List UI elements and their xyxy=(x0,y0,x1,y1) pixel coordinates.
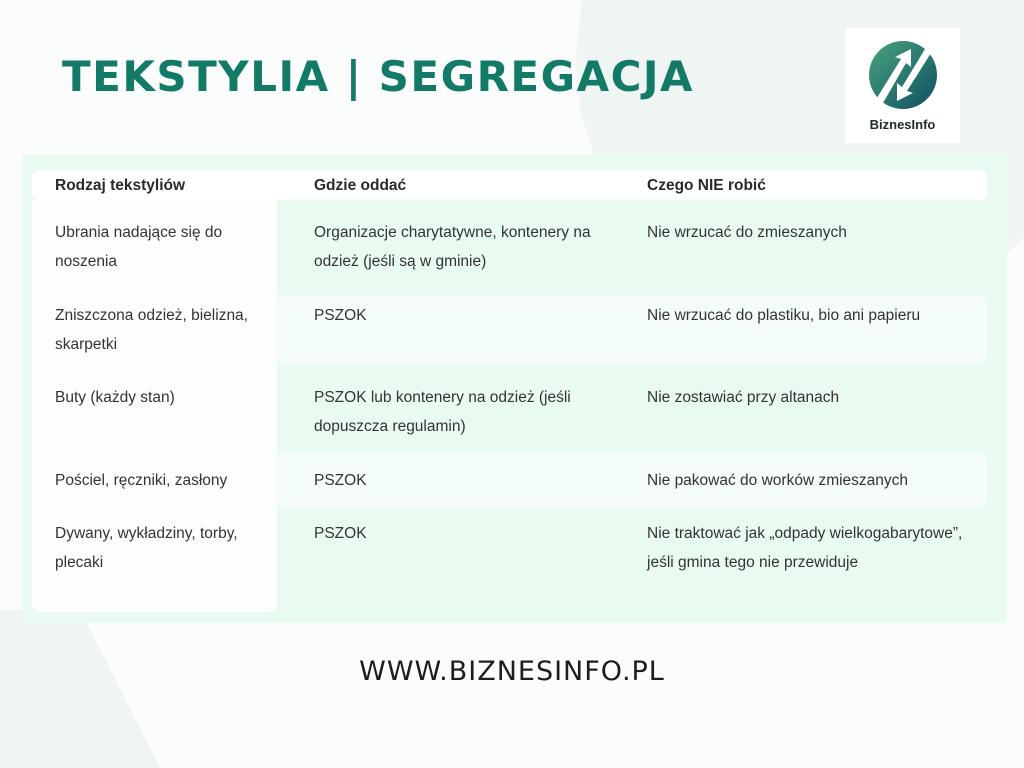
cell-type: Dywany, wykładziny, torby, plecaki xyxy=(55,525,238,571)
cell-where: PSZOK xyxy=(314,472,367,489)
segregation-table xyxy=(22,155,1007,623)
cell-where: PSZOK xyxy=(314,525,367,542)
background-shape xyxy=(0,610,160,768)
cell-dont: Nie zostawiać przy altanach xyxy=(647,389,840,406)
cell-dont: Nie pakować do worków zmieszanych xyxy=(647,472,909,489)
website-url: WWW.BIZNESINFO.PL xyxy=(359,656,665,687)
header-where: Gdzie oddać xyxy=(314,177,407,194)
cell-dont: Nie traktować jak „odpady wielkogabarytowe”, jeśli gmina tego nie przewiduje xyxy=(647,525,963,571)
cell-type: Zniszczona odzież, bielizna, skarpetki xyxy=(55,307,248,353)
table-row xyxy=(32,218,987,294)
logo xyxy=(845,28,960,143)
cell-type: Buty (każdy stan) xyxy=(55,389,175,406)
header-type: Rodzaj tekstyliów xyxy=(55,177,186,194)
cell-type: Ubrania nadające się do noszenia xyxy=(55,224,223,270)
cell-where: PSZOK lub kontenery na odzież (jeśli dopuszcza regulamin) xyxy=(314,389,571,435)
logo-arrows-icon xyxy=(867,39,939,111)
cell-where: PSZOK xyxy=(314,307,367,324)
cell-type: Pościel, ręczniki, zasłony xyxy=(55,472,228,489)
page-title: TEKSTYLIA | SEGREGACJA xyxy=(62,52,695,101)
cell-dont: Nie wrzucać do plastiku, bio ani papieru xyxy=(647,307,921,324)
logo-text: BiznesInfo xyxy=(869,117,936,132)
header-dont: Czego NIE robić xyxy=(647,177,766,194)
cell-dont: Nie wrzucać do zmieszanych xyxy=(647,224,847,241)
cell-where: Organizacje charytatywne, kontenery na odzież (jeśli są w gminie) xyxy=(314,224,591,270)
